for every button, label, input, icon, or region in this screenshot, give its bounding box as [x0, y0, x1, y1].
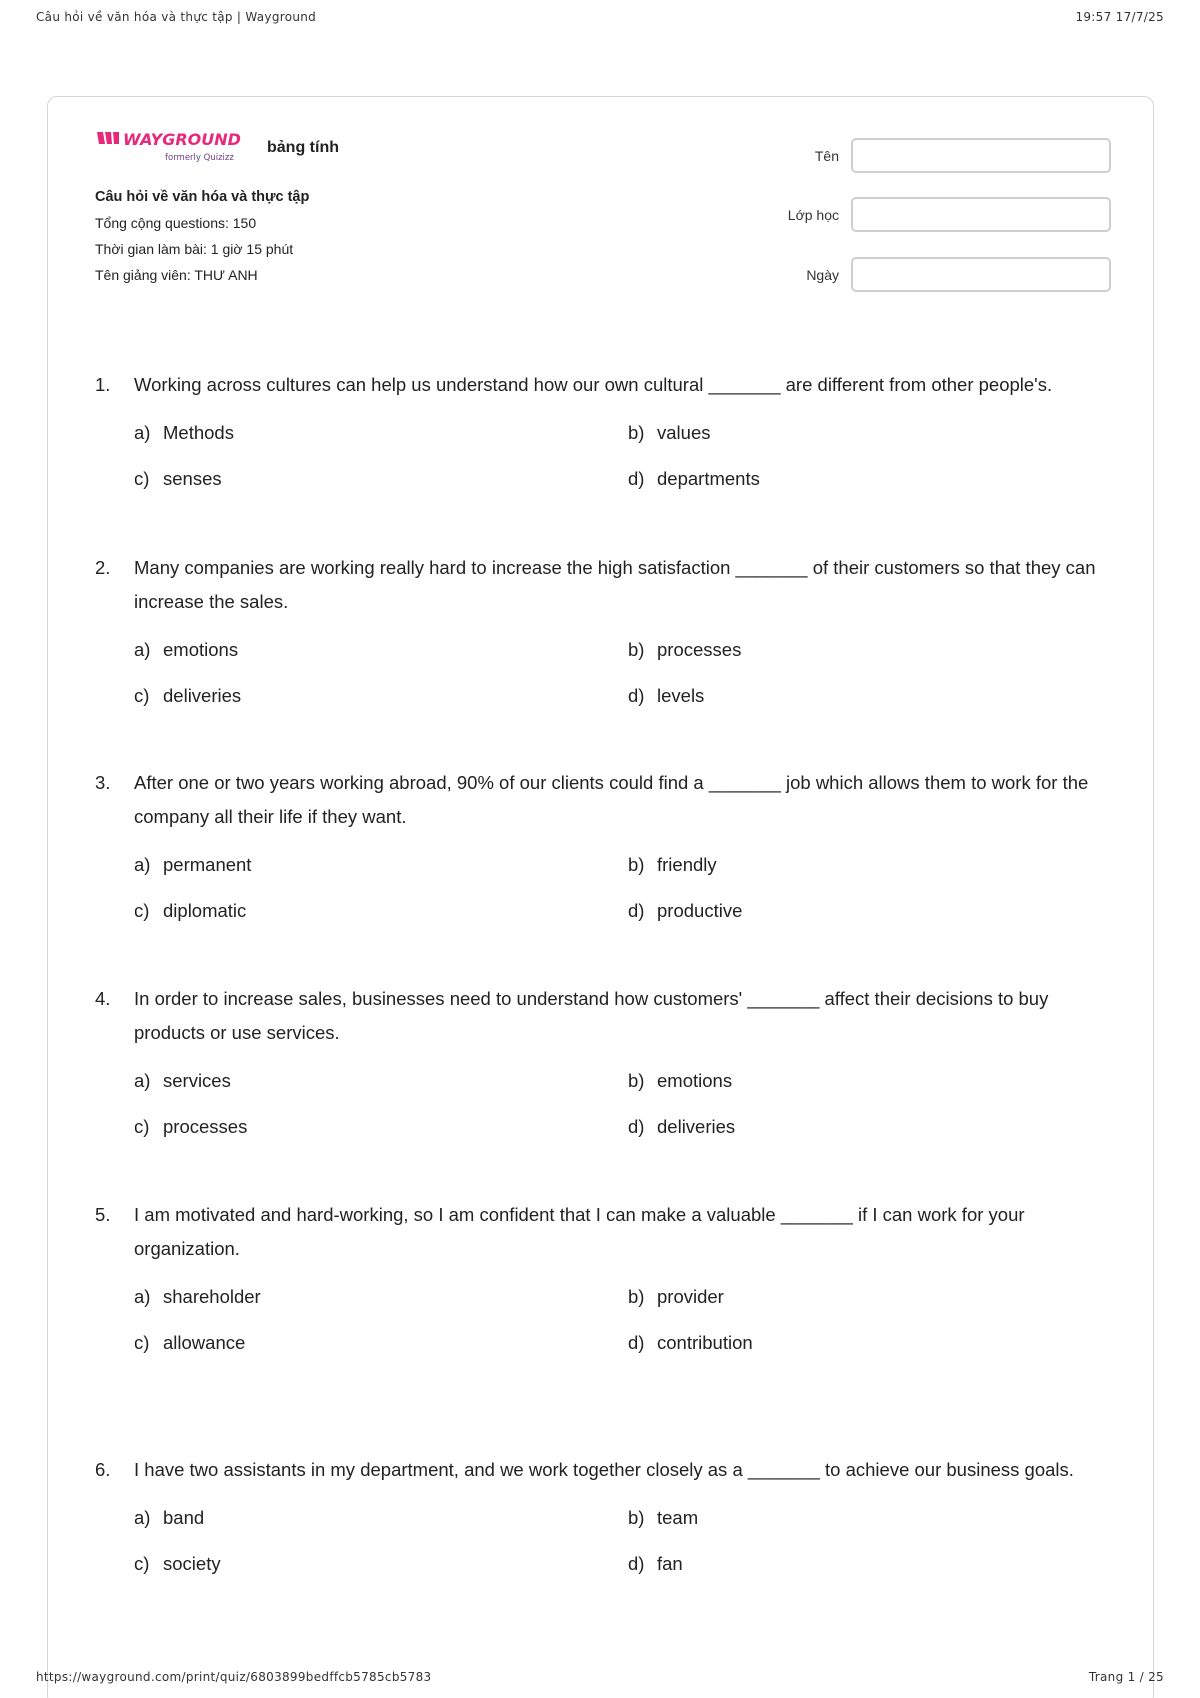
quiz-total: Tổng cộng questions: 150: [95, 215, 257, 231]
class-row: [788, 197, 1111, 232]
print-datetime: 19:57 17/7/25: [1075, 10, 1164, 24]
option-text: values: [657, 422, 711, 443]
answer-option: [134, 1110, 628, 1144]
wayground-logo-icon: [95, 130, 245, 168]
option-text: society: [163, 1553, 221, 1574]
option-label: c): [134, 1332, 150, 1353]
answer-option: [628, 848, 1120, 882]
answer-options: [134, 1280, 1120, 1360]
answer-option: [134, 1547, 628, 1581]
option-label: b): [628, 422, 645, 443]
option-text: services: [163, 1070, 231, 1091]
answer-option: [628, 1326, 1120, 1360]
answer-option: [628, 416, 1120, 450]
answer-option: [134, 848, 628, 882]
option-text: band: [163, 1507, 205, 1528]
answer-options: [134, 848, 1120, 928]
question-3: [95, 766, 1120, 928]
option-text: permanent: [163, 854, 252, 875]
option-text: processes: [657, 639, 742, 660]
option-text: diplomatic: [163, 900, 247, 921]
class-label: Lớp học: [787, 206, 839, 223]
option-label: a): [134, 854, 151, 875]
option-label: b): [628, 1507, 645, 1528]
answer-option: [628, 894, 1120, 928]
question-text: Many companies are working really hard to increase the high satisfaction _______ of their customers so that they can increase the sales.: [134, 557, 1096, 612]
option-label: d): [628, 900, 645, 921]
print-url[interactable]: https://wayground.com/print/quiz/6803899bedffcb5785cb5783: [36, 1670, 432, 1684]
option-text: processes: [163, 1116, 248, 1137]
option-label: a): [134, 1286, 151, 1307]
question-2: [95, 551, 1120, 713]
date-field[interactable]: [851, 257, 1111, 292]
question-number: 1.: [95, 374, 111, 395]
option-text: contribution: [657, 1332, 753, 1353]
option-text: provider: [657, 1286, 724, 1307]
answer-option: [628, 1547, 1120, 1581]
answer-option: [134, 894, 628, 928]
answer-option: [628, 633, 1120, 667]
question-number: 6.: [95, 1459, 111, 1480]
option-label: a): [134, 422, 151, 443]
option-text: emotions: [163, 639, 239, 660]
answer-option: [134, 1064, 628, 1098]
quiz-meta: [95, 189, 309, 293]
option-label: c): [134, 1116, 150, 1137]
option-text: deliveries: [163, 685, 242, 706]
question-text: After one or two years working abroad, 90% of our clients could find a _______ job which allows them to work for the company all their life if they want.: [134, 772, 1089, 827]
answer-option: [134, 416, 628, 450]
option-label: c): [134, 468, 150, 489]
brand-logo: [95, 130, 245, 168]
option-label: b): [628, 639, 645, 660]
option-label: b): [628, 1286, 645, 1307]
option-text: allowance: [163, 1332, 246, 1353]
answer-option: [134, 679, 628, 713]
question-6: [95, 1453, 1120, 1581]
question-4: [95, 982, 1120, 1144]
answer-options: [134, 1501, 1120, 1581]
option-label: c): [134, 1553, 150, 1574]
option-text: emotions: [657, 1070, 733, 1091]
answer-option: [628, 1110, 1120, 1144]
document-type: bảng tính: [267, 139, 339, 156]
option-label: b): [628, 1070, 645, 1091]
class-field[interactable]: [851, 197, 1111, 232]
option-label: a): [134, 1507, 151, 1528]
option-label: d): [628, 1332, 645, 1353]
option-label: c): [134, 685, 150, 706]
question-text: In order to increase sales, businesses need to understand how customers' _______ affect their decisions to buy products or use services.: [134, 988, 1049, 1043]
date-row: [806, 257, 1111, 292]
answer-option: [134, 633, 628, 667]
date-label: Ngày: [806, 266, 839, 283]
option-text: senses: [163, 468, 222, 489]
answer-option: [628, 1501, 1120, 1535]
answer-option: [134, 1326, 628, 1360]
option-label: d): [628, 1553, 645, 1574]
option-text: Methods: [163, 422, 234, 443]
option-label: c): [134, 900, 150, 921]
quiz-title: Câu hỏi về văn hóa và thực tập: [95, 189, 310, 205]
question-text: I am motivated and hard-working, so I am confident that I can make a valuable _______ if I can work for your organization.: [134, 1204, 1025, 1259]
answer-option: [628, 1064, 1120, 1098]
option-label: a): [134, 639, 151, 660]
option-label: d): [628, 1116, 645, 1137]
name-label: Tên: [814, 147, 839, 164]
question-number: 5.: [95, 1204, 111, 1225]
answer-options: [134, 1064, 1120, 1144]
question-number: 4.: [95, 988, 111, 1009]
question-text: I have two assistants in my department, and we work together closely as a _______ to achieve our business goals.: [134, 1459, 1074, 1480]
question-number: 3.: [95, 772, 111, 793]
option-text: team: [657, 1507, 699, 1528]
option-label: b): [628, 854, 645, 875]
answer-options: [134, 416, 1120, 496]
option-label: d): [628, 685, 645, 706]
answer-option: [134, 1501, 628, 1535]
quiz-duration: Thời gian làm bài: 1 giờ 15 phút: [95, 241, 294, 257]
question-number: 2.: [95, 557, 111, 578]
name-row: [815, 138, 1111, 173]
question-1: [95, 368, 1120, 496]
print-title: Câu hỏi về văn hóa và thực tập | Wayground: [36, 10, 317, 24]
answer-option: [628, 1280, 1120, 1314]
option-text: productive: [657, 900, 743, 921]
option-text: fan: [657, 1553, 683, 1574]
logo-subtitle: formerly Quizizz: [165, 153, 234, 163]
option-text: deliveries: [657, 1116, 736, 1137]
option-label: a): [134, 1070, 151, 1091]
name-field[interactable]: [851, 138, 1111, 173]
print-footer: [36, 1670, 1164, 1684]
logo-wordmark: WAYGROUND: [123, 130, 241, 149]
option-label: d): [628, 468, 645, 489]
option-text: departments: [657, 468, 760, 489]
option-text: levels: [657, 685, 705, 706]
option-text: friendly: [657, 854, 717, 875]
answer-options: [134, 633, 1120, 713]
answer-option: [134, 1280, 628, 1314]
answer-option: [628, 462, 1120, 496]
quiz-teacher: Tên giảng viên: THƯ ANH: [95, 267, 258, 283]
answer-option: [134, 462, 628, 496]
page-number: Trang 1 / 25: [1088, 1670, 1164, 1684]
print-header: [36, 10, 1164, 24]
answer-option: [628, 679, 1120, 713]
question-text: Working across cultures can help us understand how our own cultural _______ are different from other people's.: [134, 374, 1053, 395]
question-5: [95, 1198, 1120, 1360]
option-text: shareholder: [163, 1286, 261, 1307]
